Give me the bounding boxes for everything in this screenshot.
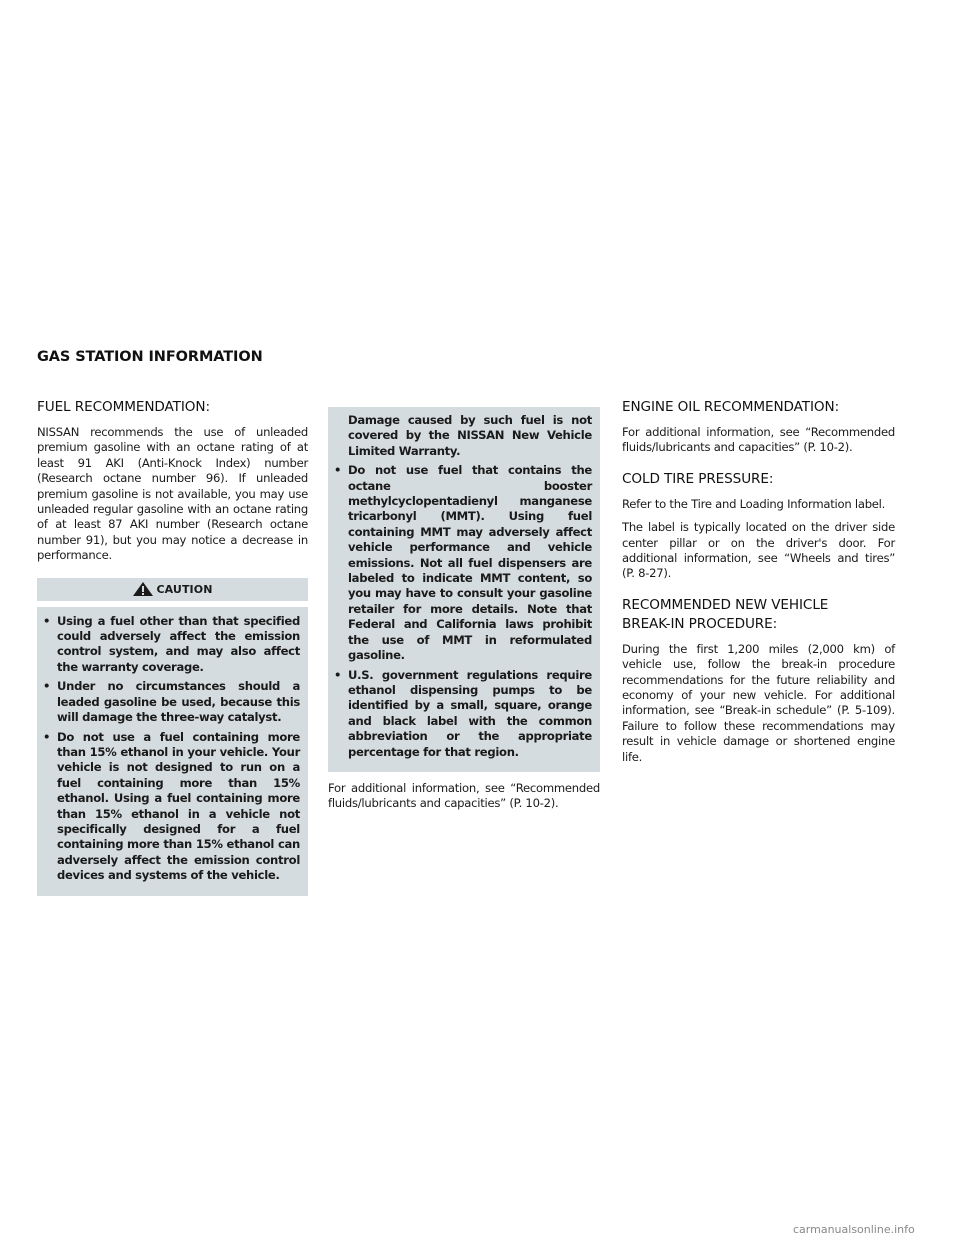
column-1 [37,398,308,896]
section-title: GAS STATION INFORMATION [37,349,263,365]
caution-bullet: • Do not use a fuel containing more than 15% ethanol in your vehicle. Your vehicle is not designed to run on a fuel containing more than 15% ethanol. Using a fuel containing more than 15% ethanol in a vehicle not specifically designed for a fuel containing more than 15% ethanol can adversely affect the emission control devices and systems of the vehicle. [43,729,300,883]
tire-paragraph-2: The label is typically located on the driver side center pillar or on the driver's door. For additional information, see “Wheels and tires” (P. 8-27). [622,520,895,581]
tire-paragraph-1: Refer to the Tire and Loading Information label. [622,496,886,511]
breakin-paragraph: During the first 1,200 miles (2,000 km) of vehicle use, follow the break-in procedure recommendations for the future reliability and economy of your new vehicle. For additional information, see “Break-in schedule” (P. 5-109). Failure to follow these recommendations may result in vehicle damage or shortened engine life. [622,641,895,764]
fuel-additional-info: For additional information, see “Recommended fluids/lubricants and capacities” (P. 10-2). [328,780,600,811]
column-3 [622,398,895,773]
caution-label: CAUTION [156,582,213,596]
fuel-heading: FUEL RECOMMENDATION: [37,399,210,415]
caution-continuation: Damage caused by such fuel is not covered by the NISSAN New Vehicle Limited Warranty. [348,413,592,458]
engine-oil-paragraph: For additional information, see “Recommended fluids/lubricants and capacities” (P. 10-2). [622,425,895,455]
caution-header [37,578,308,601]
caution-bullet: • U.S. government regulations require ethanol dispensing pumps to be identified by a small, square, orange and black label with the common abbreviation or the appropriate percentage for that region. [334,667,592,759]
caution-bullet: • Using a fuel other than that specified could adversely affect the emission control system, and may also affect the warranty coverage. [43,613,300,674]
engine-oil-heading: ENGINE OIL RECOMMENDATION: [622,399,840,415]
caution-box [37,607,308,896]
caution-bullet: • Under no circumstances should a leaded gasoline be used, because this will damage the three-way catalyst. [43,679,300,725]
warning-triangle-icon [132,581,154,597]
tire-heading: COLD TIRE PRESSURE: [622,470,774,487]
fuel-paragraph: NISSAN recommends the use of unleaded premium gasoline with an octane rating of at least 91 AKI (Anti-Knock Index) number (Research octane number 96). If unleaded premium gasoline is not available, you may use unleaded regular gasoline with an octane rating of at least 87 AKI number (Research octane number 91), but you may notice a decrease in performance. [37,425,308,563]
watermark-footer: carmanualsonline.info [793,1223,915,1236]
caution-bullet: • Do not use fuel that contains the octane booster methylcyclopentadienyl manganese tricarbonyl (MMT). Using fuel containing MMT may adversely affect vehicle performance and vehicle emissions. Not all fuel dispensers are labeled to indicate MMT content, so you may have to consult your gasoline retailer for more details. Note that Federal and California laws prohibit the use of MMT in reformulated gasoline. [334,463,592,663]
breakin-heading: RECOMMENDED NEW VEHICLE BREAK-IN PROCEDURE: [622,596,829,632]
caution-box-continued [328,407,600,772]
column-2 [328,407,600,819]
